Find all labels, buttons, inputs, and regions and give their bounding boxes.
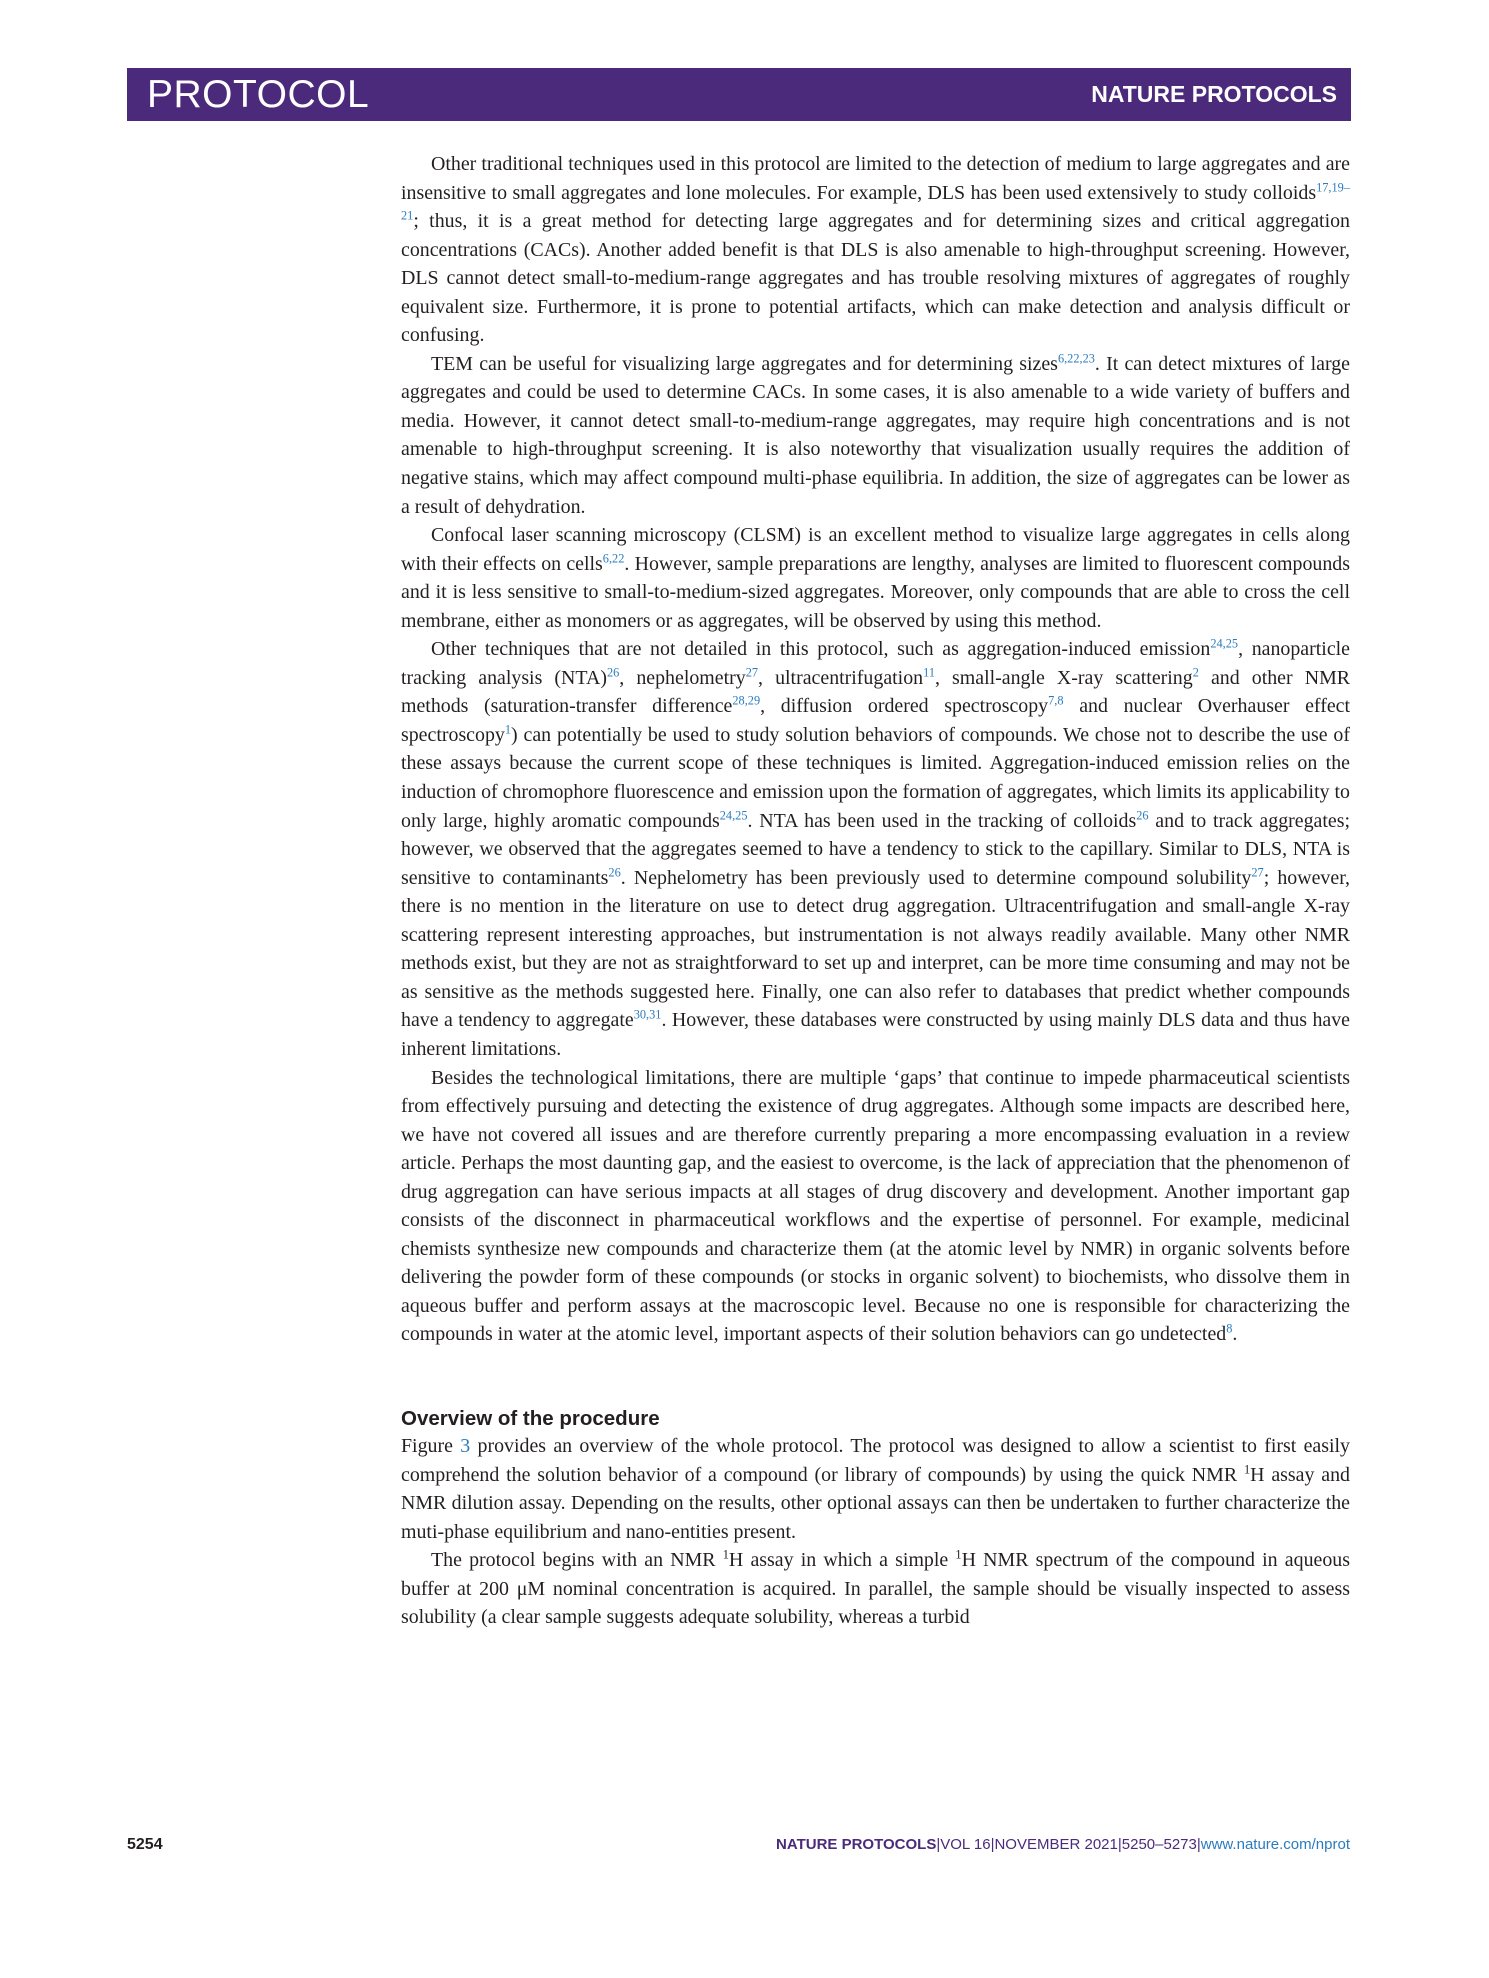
isotope-superscript: 1 bbox=[1243, 1461, 1251, 1476]
section-paragraph-block bbox=[401, 1432, 1350, 1632]
citation-link[interactable]: 2 bbox=[1192, 665, 1199, 680]
citation-link[interactable]: 26 bbox=[1136, 807, 1149, 822]
paragraph-block bbox=[401, 150, 1350, 1349]
footer-volume: VOL 16 bbox=[940, 1836, 991, 1853]
body-paragraph: Other traditional techniques used in this protocol are limited to the detection of medium to large aggregates and are insensitive to small aggregates and lone molecules. For example, DLS has been used extensively to study colloids$^{17,19-21}$; thus, it is a great method for detecting large aggregates and for determining sizes and critical aggregation concentrations (CACs). Another added benefit is that DLS is also amenable to high-throughput screening. However, DLS cannot detect small-to-medium-range aggregates and has trouble resolving mixtures of aggregates of roughly equivalent size. Furthermore, it is prone to potential artifacts, which can make detection and analysis difficult or confusing. bbox=[401, 153, 1350, 347]
citation-link[interactable]: 7,8 bbox=[1048, 693, 1064, 708]
isotope-superscript: 1 bbox=[955, 1547, 962, 1562]
isotope-superscript: 1 bbox=[722, 1547, 729, 1562]
footer-citation: NATURE PROTOCOLS|VOL 16|NOVEMBER 2021|5250–5273|www.nature.com/nprot bbox=[776, 1836, 1350, 1853]
citation-link[interactable]: 26 bbox=[608, 865, 621, 880]
section-paragraph: The protocol begins with an NMR $^1$H assay in which a simple $^1$H NMR spectrum of the compound in aqueous buffer at 200 μM nominal concentration is acquired. In parallel, the sample should be visually inspected to assess solubility (a clear sample suggests adequate solubility, whereas a turbid bbox=[401, 1547, 1350, 1629]
citation-link[interactable]: 26 bbox=[606, 665, 620, 680]
body-paragraph: Besides the technological limitations, there are multiple ‘gaps’ that continue to impede pharmaceutical scientists from effectively pursuing and detecting the existence of drug aggregates. Although some impacts are described here, we have not covered all issues and are therefore currently preparing a more encompassing evaluation in a review article. Perhaps the most daunting gap, and the easiest to overcome, is the lack of appreciation that the phenomenon of drug aggregation can have serious impacts at all stages of drug discovery and development. Another important gap consists of the disconnect in pharmaceutical workflows and the expertise of personnel. For example, medicinal chemists synthesize new compounds and characterize them (at the atomic level by NMR) in organic solvents before delivering the powder form of these compounds (or stocks in organic solvent) to biochemists, who dissolve them in aqueous buffer and perform assays at the macroscopic level. Because no one is responsible for characterizing the compounds in water at the atomic level, important aspects of their solution behaviors can go undetected$^8$. bbox=[401, 1066, 1350, 1346]
citation-link[interactable]: 11 bbox=[923, 665, 935, 680]
citation-link[interactable]: 8 bbox=[1226, 1321, 1233, 1336]
footer-date: NOVEMBER 2021 bbox=[994, 1836, 1118, 1853]
footer-journal: NATURE PROTOCOLS bbox=[776, 1836, 937, 1853]
journal-name: NATURE PROTOCOLS bbox=[1091, 81, 1337, 107]
body-text bbox=[401, 150, 1350, 1632]
footer-pages: 5250–5273 bbox=[1121, 1836, 1197, 1853]
body-paragraph: Confocal laser scanning microscopy (CLSM) is an excellent method to visualize large aggregates in cells along with their effects on cells$^{6,22}$. However, sample preparations are lengthy, analyses are limited to fluorescent compounds and it is less sensitive to small-to-medium-sized aggregates. Moreover, only compounds that are able to cross the cell membrane, either as monomers or as aggregates, will be observed by using this method. bbox=[401, 524, 1350, 632]
body-paragraph: Other techniques that are not detailed in this protocol, such as aggregation-induced emission$^{24,25}$, nanoparticle tracking analysis (NTA)$^{26}$, nephelometry$^{27}$, ultracentrifugation$^{11}$, small-angle X-ray scattering$^2$ and other NMR methods (saturation-transfer difference$^{28,29}$, diffusion ordered spectroscopy$^{7,8}$ and nuclear Overhauser effect spectroscopy$^1$) can potentially be used to study solution behaviors of compounds. We chose not to describe the use of these assays because the current scope of these techniques is limited. Aggregation-induced emission relies on the induction of chromophore fluorescence and emission upon the formation of aggregates, which limits its applicability to only large, highly aromatic compounds$^{24,25}$. NTA has been used in the tracking of colloids$^{26}$ and to track aggregates; however, we observed that the aggregates seemed to have a tendency to stick to the capillary. Similar to DLS, NTA is sensitive to contaminants$^{26}$. Nephelometry has been previously used to determine compound solubility$^{27}$; however, there is no mention in the literature on use to detect drug aggregation. Ultracentrifugation and small-angle X-ray scattering represent interesting approaches, but instrumentation is not always readily available. Many other NMR methods exist, but they are not as straightforward to set up and interpret, can be more time consuming and may not be as sensitive as the methods suggested here. Finally, one can also refer to databases that predict whether compounds have a tendency to aggregate$^{30,31}$. However, these databases were constructed by using mainly DLS data and thus have inherent limitations. bbox=[401, 636, 1351, 1060]
citation-link[interactable]: 17,19–21 bbox=[401, 179, 1350, 223]
citation-link[interactable]: 27 bbox=[1251, 865, 1264, 880]
citation-link[interactable]: 28,29 bbox=[732, 693, 761, 708]
section-heading: Overview of the procedure bbox=[401, 1406, 660, 1430]
citation-link[interactable]: 27 bbox=[745, 665, 759, 680]
header-band bbox=[127, 68, 1351, 121]
page-number: 5254 bbox=[127, 1836, 163, 1853]
section-paragraph: Figure 3 provides an overview of the whole protocol. The protocol was designed to allow a scientist to first easily comprehend the solution behavior of a compound (or library of compounds) by using the quick NMR $^1$H assay and NMR dilution assay. Depending on the results, other optional assays can then be undertaken to further characterize the muti-phase equilibrium and nano-entities present. bbox=[401, 1434, 1350, 1543]
citation-link[interactable]: 24,25 bbox=[1210, 636, 1239, 651]
citation-link[interactable]: 6,22,23 bbox=[1057, 351, 1095, 366]
citation-link[interactable]: 30,31 bbox=[633, 1007, 662, 1022]
footer-url-link[interactable]: www.nature.com/nprot bbox=[1200, 1836, 1350, 1853]
body-paragraph: TEM can be useful for visualizing large aggregates and for determining sizes$^{6,22,23}$. It can detect mixtures of large aggregates and could be used to determine CACs. In some cases, it is also amenable to a wide variety of buffers and media. However, it cannot detect small-to-medium-range aggregates, may require high concentrations and is not amenable to high-throughput screening. It is also noteworthy that visualization usually requires the addition of negative stains, which may affect compound multi-phase equilibria. In addition, the size of aggregates can be lower as a result of dehydration. bbox=[401, 351, 1350, 518]
citation-link[interactable]: 24,25 bbox=[719, 807, 748, 822]
figure-link[interactable]: 3 bbox=[460, 1434, 471, 1457]
section-label: PROTOCOL bbox=[147, 73, 370, 116]
citation-link[interactable]: 1 bbox=[504, 722, 512, 737]
citation-link[interactable]: 6,22 bbox=[602, 551, 625, 566]
